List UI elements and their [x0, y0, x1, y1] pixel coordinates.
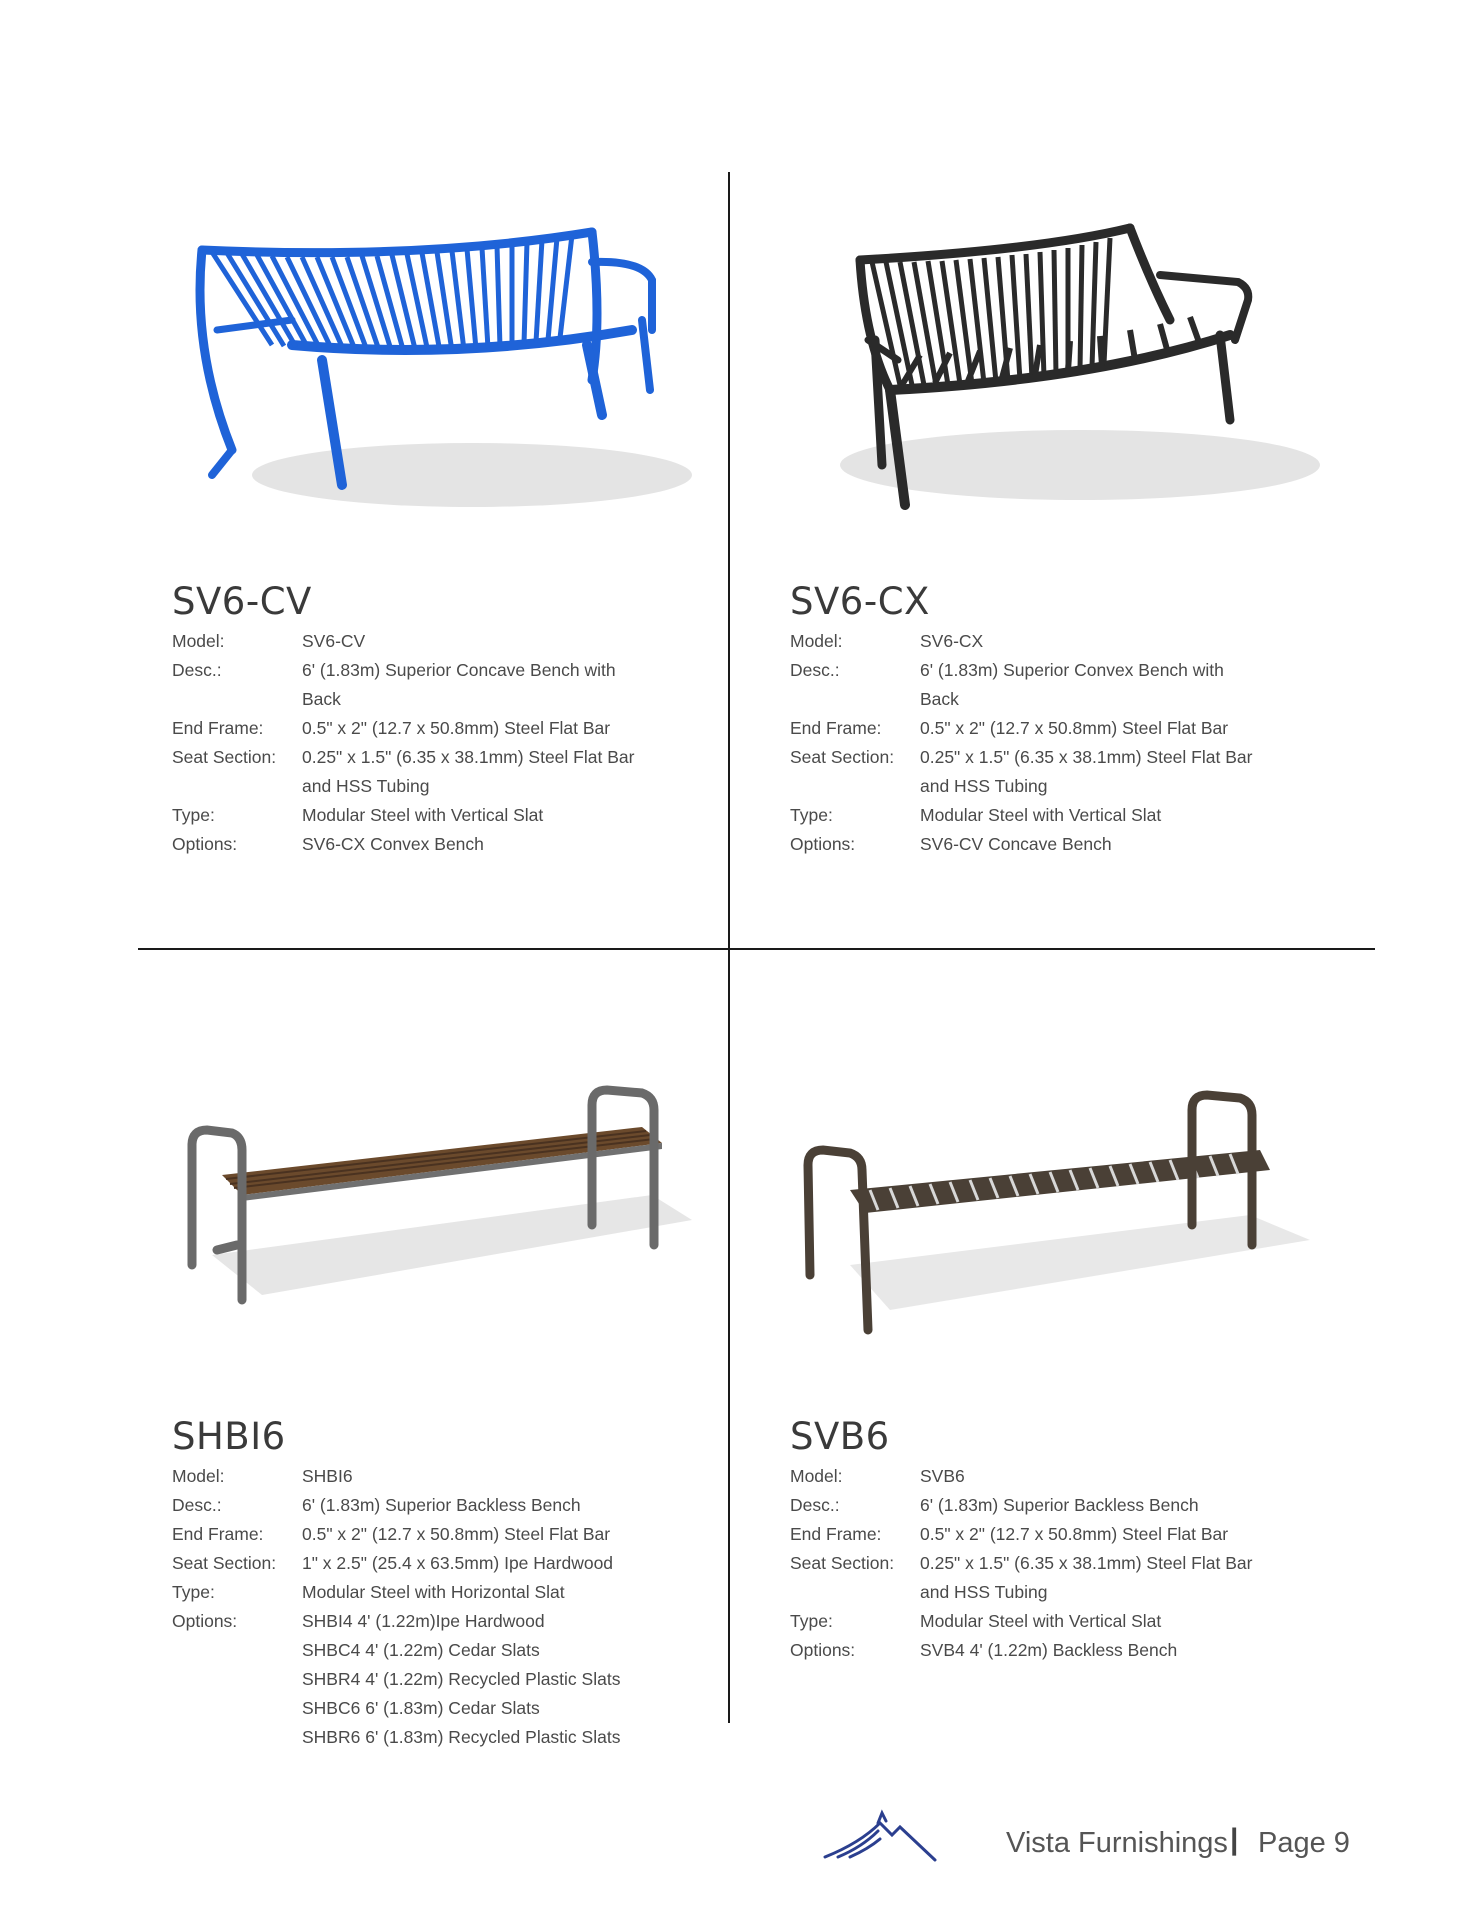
spec-value: 0.5" x 2" (12.7 x 50.8mm) Steel Flat Bar: [302, 1524, 611, 1544]
spec-row: [790, 743, 1260, 801]
spec-row: [172, 627, 642, 656]
spec-value: SHBR6 6' (1.83m) Recycled Plastic Slats: [302, 1727, 621, 1747]
spec-row: [172, 1491, 642, 1520]
spec-value: 0.5" x 2" (12.7 x 50.8mm) Steel Flat Bar: [920, 1524, 1229, 1544]
spec-row: [790, 1462, 1260, 1491]
spec-label: Options:: [790, 834, 856, 854]
spec-row: [172, 714, 642, 743]
spec-list: [172, 627, 642, 859]
spec-label: Model:: [172, 1466, 225, 1486]
spec-label: Type:: [172, 805, 215, 825]
spec-value: 6' (1.83m) Superior Backless Bench: [920, 1495, 1199, 1515]
spec-value: SHBC6 6' (1.83m) Cedar Slats: [302, 1698, 540, 1718]
spec-value: 0.25" x 1.5" (6.35 x 38.1mm) Steel Flat Bar and HSS Tubing: [920, 747, 1253, 796]
spec-value: 0.25" x 1.5" (6.35 x 38.1mm) Steel Flat Bar and HSS Tubing: [920, 1553, 1253, 1602]
footer-separator: |: [1230, 1823, 1239, 1856]
spec-label: Options:: [790, 1640, 856, 1660]
spec-label: End Frame:: [172, 1524, 264, 1544]
spec-row: [172, 1694, 642, 1723]
spec-row: [790, 830, 1260, 859]
spec-row: [172, 1636, 642, 1665]
bench-image-sv6-cv: [172, 220, 732, 580]
spec-row: [172, 1665, 642, 1694]
spec-value: 6' (1.83m) Superior Convex Bench with Back: [920, 660, 1224, 709]
spec-label: Seat Section:: [172, 747, 277, 767]
spec-label: Seat Section:: [172, 1553, 277, 1573]
spec-row: [790, 1520, 1260, 1549]
spec-row: [172, 830, 642, 859]
spec-label: End Frame:: [790, 1524, 882, 1544]
spec-row: [172, 743, 642, 801]
spec-label: Seat Section:: [790, 1553, 895, 1573]
spec-value: 0.5" x 2" (12.7 x 50.8mm) Steel Flat Bar: [920, 718, 1229, 738]
spec-value: SV6-CV Concave Bench: [920, 834, 1112, 854]
spec-label: Desc.:: [790, 1495, 840, 1515]
spec-value: 6' (1.83m) Superior Concave Bench with Back: [302, 660, 616, 709]
spec-value: SHBR4 4' (1.22m) Recycled Plastic Slats: [302, 1669, 621, 1689]
spec-row: [790, 1636, 1260, 1665]
spec-value: 1" x 2.5" (25.4 x 63.5mm) Ipe Hardwood: [302, 1553, 614, 1573]
spec-value: Modular Steel with Vertical Slat: [302, 805, 544, 825]
spec-value: SHBI6: [302, 1466, 353, 1486]
spec-list: [172, 1462, 642, 1752]
product-title: SV6-CX: [790, 580, 930, 623]
spec-value: SHBI4 4' (1.22m)Ipe Hardwood: [302, 1611, 545, 1631]
spec-value: SHBC4 4' (1.22m) Cedar Slats: [302, 1640, 540, 1660]
spec-value: SV6-CX Convex Bench: [302, 834, 484, 854]
spec-value: Modular Steel with Vertical Slat: [920, 1611, 1162, 1631]
spec-label: Type:: [790, 1611, 833, 1631]
spec-value: Modular Steel with Vertical Slat: [920, 805, 1162, 825]
spec-value: 6' (1.83m) Superior Backless Bench: [302, 1495, 581, 1515]
spec-label: Desc.:: [790, 660, 840, 680]
spec-label: Model:: [790, 1466, 843, 1486]
spec-row: [790, 714, 1260, 743]
spec-value: SV6-CV: [302, 631, 366, 651]
spec-label: [172, 1694, 302, 1723]
spec-value: 0.5" x 2" (12.7 x 50.8mm) Steel Flat Bar: [302, 718, 611, 738]
spec-label: Desc.:: [172, 1495, 222, 1515]
spec-row: [172, 1520, 642, 1549]
spec-row: [172, 1549, 642, 1578]
spec-label: End Frame:: [790, 718, 882, 738]
spec-row: [790, 801, 1260, 830]
spec-row: [790, 627, 1260, 656]
spec-value: SVB6: [920, 1466, 965, 1486]
spec-row: [172, 801, 642, 830]
spec-label: Options:: [172, 834, 238, 854]
spec-value: SV6-CX: [920, 631, 984, 651]
spec-row: [172, 1723, 642, 1752]
spec-row: [172, 1578, 642, 1607]
page-number: Page 9: [1258, 1827, 1350, 1859]
bench-image-svb6: [790, 1045, 1350, 1405]
spec-row: [790, 1549, 1260, 1607]
spec-row: [790, 656, 1260, 714]
spec-label: Model:: [790, 631, 843, 651]
spec-label: Type:: [790, 805, 833, 825]
spec-list: [790, 627, 1260, 859]
spec-value: SVB4 4' (1.22m) Backless Bench: [920, 1640, 1178, 1660]
brand-name: Vista Furnishings: [1006, 1827, 1228, 1859]
bench-image-sv6-cx: [790, 220, 1350, 580]
spec-label: Options:: [172, 1611, 238, 1631]
horizontal-divider: [138, 948, 1375, 950]
bench-image-shbi6: [172, 1045, 732, 1405]
spec-label: Desc.:: [172, 660, 222, 680]
spec-label: Type:: [172, 1582, 215, 1602]
spec-value: Modular Steel with Horizontal Slat: [302, 1582, 565, 1602]
product-title: SHBI6: [172, 1415, 286, 1458]
product-title: SVB6: [790, 1415, 890, 1458]
spec-row: [790, 1491, 1260, 1520]
spec-list: [790, 1462, 1260, 1665]
spec-label: End Frame:: [172, 718, 264, 738]
spec-row: [790, 1607, 1260, 1636]
mountain-logo-icon: [820, 1805, 940, 1865]
spec-label: Model:: [172, 631, 225, 651]
spec-label: [172, 1636, 302, 1665]
spec-label: Seat Section:: [790, 747, 895, 767]
spec-row: [172, 656, 642, 714]
page-footer: [820, 1805, 1360, 1875]
spec-row: [172, 1462, 642, 1491]
product-title: SV6-CV: [172, 580, 312, 623]
spec-label: [172, 1723, 302, 1752]
spec-row: [172, 1607, 642, 1636]
spec-value: 0.25" x 1.5" (6.35 x 38.1mm) Steel Flat Bar and HSS Tubing: [302, 747, 635, 796]
spec-label: [172, 1665, 302, 1694]
